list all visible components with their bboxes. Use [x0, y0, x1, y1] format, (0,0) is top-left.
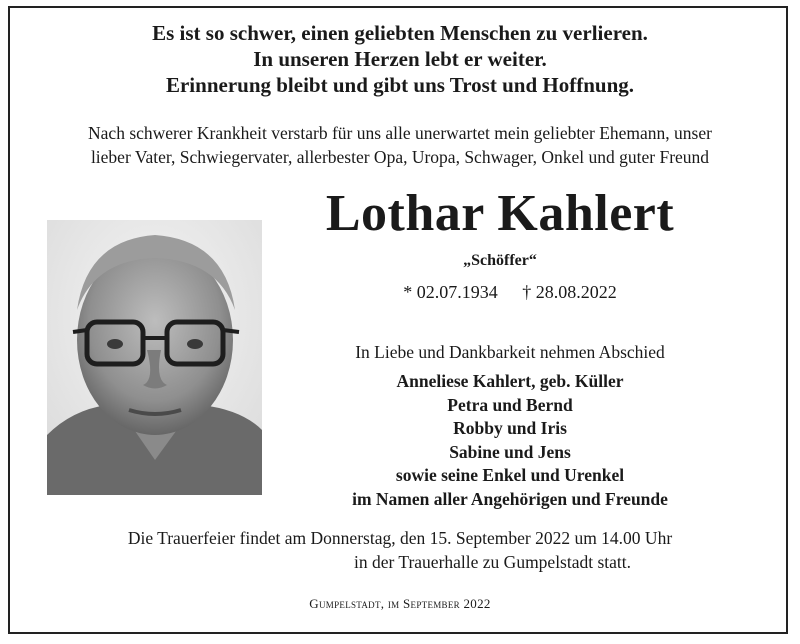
mourner: Petra und Bernd [447, 394, 573, 415]
verse-line: Erinnerung bleibt und gibt uns Trost und Hoffnung. [165, 73, 634, 97]
mourner: Sabine und Jens [449, 441, 571, 462]
ceremony-line: Die Trauerfeier findet am Donnerstag, den 15. September 2022 um 14.00 Uhr [127, 528, 673, 548]
verse-line: In unseren Herzen lebt er weiter. [253, 47, 547, 71]
mourner: im Namen aller Angehörigen und Freunde [352, 488, 668, 509]
mourner: Anneliese Kahlert, geb. Küller [396, 371, 624, 391]
ceremony-line: in der Trauerhalle zu Gumpelstadt statt. [354, 552, 632, 572]
verse [0, 20, 800, 98]
mourners-list [300, 370, 720, 511]
mourner: sowie seine Enkel und Urenkel [395, 465, 625, 485]
birth-date: * 02.07.1934 [403, 282, 498, 302]
intro-text [0, 121, 800, 169]
death-date: † 28.08.2022 [522, 282, 617, 302]
verse-line: Es ist so schwer, einen geliebten Menschen zu verlieren. [152, 21, 648, 45]
place-date: Gumpelstadt, im September 2022 [309, 596, 491, 611]
intro-line: lieber Vater, Schwiegervater, allerbester Opa, Uropa, Schwager, Onkel und guter Freund [90, 147, 710, 167]
life-dates [300, 282, 720, 303]
farewell-line: In Liebe und Dankbarkeit nehmen Abschied [355, 342, 665, 362]
mourner: Robby und Iris [453, 418, 567, 438]
portrait-photo [47, 220, 262, 495]
deceased-nickname: „Schöffer“ [463, 252, 537, 269]
intro-line: Nach schwerer Krankheit verstarb für uns alle unerwartet mein geliebter Ehemann, unser [88, 123, 712, 143]
ceremony-info [0, 526, 800, 572]
deceased-name: Lothar Kahlert [325, 185, 675, 242]
